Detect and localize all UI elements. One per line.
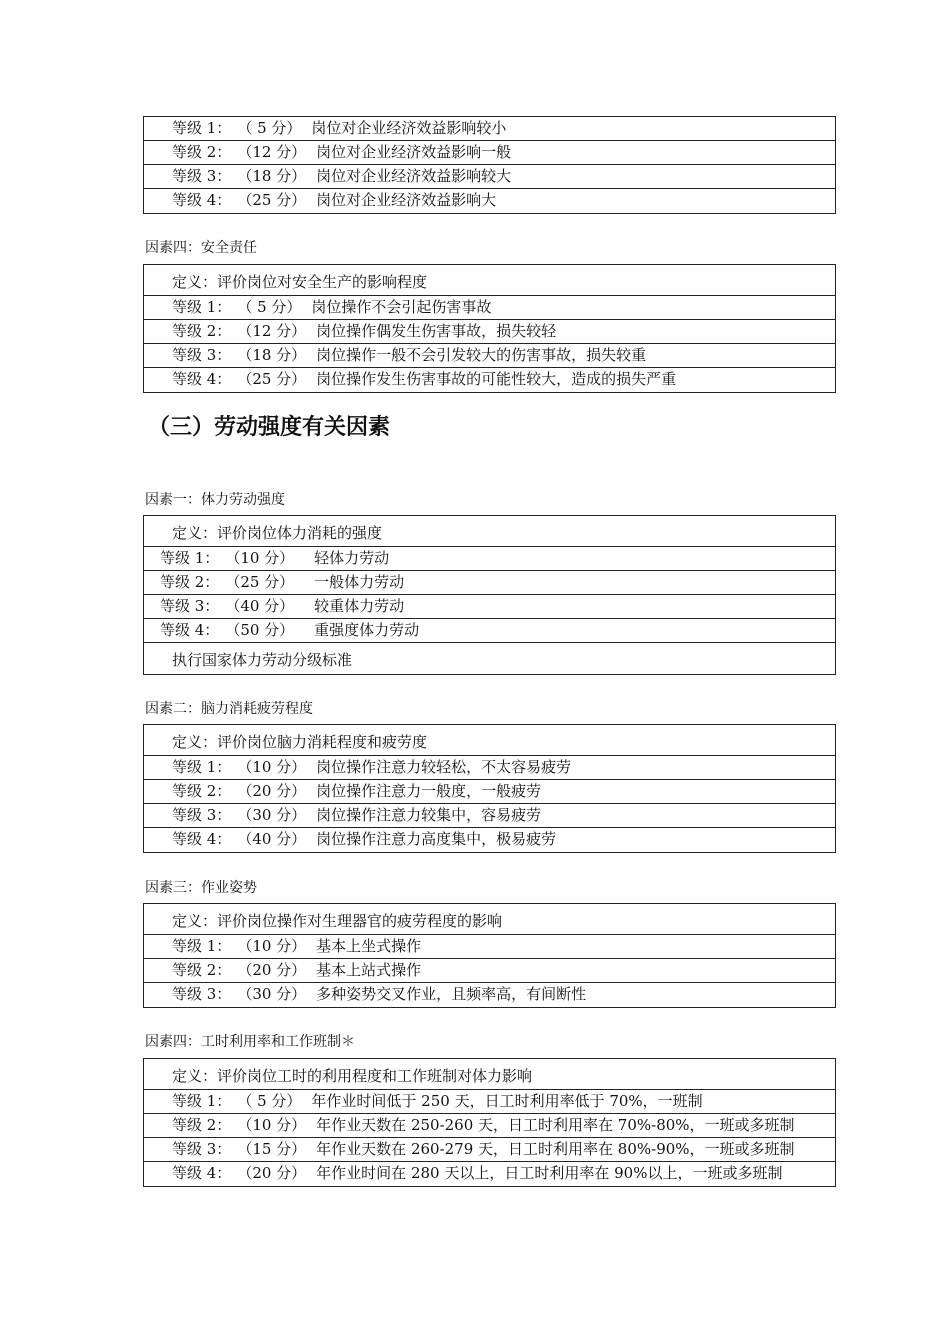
score-label: （ 5 分） (237, 1092, 302, 1110)
level-label: 等级 3： (160, 597, 220, 615)
score-label: （25 分） (237, 191, 307, 209)
economic-impact-table (143, 116, 836, 214)
score-label: （15 分） (237, 1140, 307, 1158)
score-label: （20 分） (237, 782, 307, 800)
level-label: 等级 1： (172, 119, 232, 137)
table-row (144, 1138, 835, 1162)
score-label: （10 分） (237, 1116, 307, 1134)
level-description: 岗位操作偶发生伤害事故，损失较轻 (316, 322, 557, 340)
level-description: 多种姿势交叉作业，且频率高，有间断性 (316, 985, 587, 1003)
table-row (144, 117, 835, 141)
score-label: （12 分） (237, 322, 307, 340)
level-label: 等级 3： (172, 806, 232, 824)
score-label: （50 分） (225, 621, 295, 639)
score-label: （18 分） (237, 346, 307, 364)
table-row (144, 1090, 835, 1114)
score-label: （30 分） (237, 806, 307, 824)
level-label: 等级 1： (172, 937, 232, 955)
score-label: （ 5 分） (237, 119, 302, 137)
level-description: 基本上站式操作 (316, 961, 422, 979)
level-description: 岗位对企业经济效益影响较大 (316, 167, 512, 185)
table-row (144, 571, 835, 595)
factor-heading: 因素四：工时利用率和工作班制＊ (145, 1034, 355, 1050)
table-row (144, 828, 835, 852)
safety-responsibility-table (143, 264, 836, 393)
level-label: 等级 4： (172, 830, 232, 848)
level-description: 岗位操作注意力较轻松，不太容易疲劳 (316, 758, 572, 776)
level-label: 等级 2： (160, 573, 220, 591)
table-row (144, 547, 835, 571)
definition-row: 定义：评价岗位操作对生理器官的疲劳程度的影响 (144, 904, 835, 935)
score-label: （30 分） (237, 985, 307, 1003)
level-label: 等级 1： (172, 758, 232, 776)
level-label: 等级 2： (172, 322, 232, 340)
table-row (144, 619, 835, 643)
table-row (144, 756, 835, 780)
level-label: 等级 4： (172, 191, 232, 209)
level-description: 岗位对企业经济效益影响大 (316, 191, 497, 209)
factor-heading: 因素四：安全责任 (145, 240, 257, 256)
level-label: 等级 3： (172, 1140, 232, 1158)
table-row (144, 983, 835, 1007)
level-label: 等级 1： (172, 1092, 232, 1110)
level-label: 等级 2： (172, 961, 232, 979)
level-description: 年作业天数在 250-260 天，日工时利用率在 70%-80%，一班或多班制 (316, 1116, 795, 1134)
work-posture-table (143, 903, 836, 1008)
score-label: （12 分） (237, 143, 307, 161)
table-row (144, 1114, 835, 1138)
definition-row: 定义：评价岗位工时的利用程度和工作班制对体力影响 (144, 1059, 835, 1090)
table-row (144, 804, 835, 828)
score-label: （10 分） (225, 549, 295, 567)
level-label: 等级 4： (172, 370, 232, 388)
factor-heading: 因素二：脑力消耗疲劳程度 (145, 701, 313, 717)
table-row (144, 595, 835, 619)
level-description: 岗位操作注意力高度集中，极易疲劳 (316, 830, 557, 848)
score-label: （25 分） (237, 370, 307, 388)
level-description: 年作业时间低于 250 天，日工时利用率低于 70%，一班制 (311, 1092, 703, 1110)
note-row: 执行国家体力劳动分级标准 (172, 651, 353, 669)
table-row (144, 935, 835, 959)
table-row (144, 320, 835, 344)
definition-row: 定义：评价岗位体力消耗的强度 (144, 516, 835, 547)
table-row (144, 165, 835, 189)
level-label: 等级 1： (160, 549, 220, 567)
score-label: （ 5 分） (237, 298, 302, 316)
level-description: 岗位操作注意力较集中，容易疲劳 (316, 806, 542, 824)
level-description: 岗位操作不会引起伤害事故 (311, 298, 492, 316)
table-row (144, 1162, 835, 1186)
level-label: 等级 3： (172, 167, 232, 185)
score-label: （40 分） (237, 830, 307, 848)
level-label: 等级 3： (172, 985, 232, 1003)
level-description: 较重体力劳动 (314, 597, 405, 615)
level-label: 等级 3： (172, 346, 232, 364)
factor-heading: 因素三：作业姿势 (145, 880, 257, 896)
table-row (144, 296, 835, 320)
level-description: 一般体力劳动 (314, 573, 405, 591)
mental-fatigue-table (143, 724, 836, 853)
physical-labor-table (143, 515, 836, 675)
section-title: （三）劳动强度有关因素 (148, 415, 391, 440)
level-description: 年作业天数在 260-279 天，日工时利用率在 80%-90%，一班或多班制 (316, 1140, 795, 1158)
table-row (144, 780, 835, 804)
score-label: （18 分） (237, 167, 307, 185)
level-description: 岗位操作发生伤害事故的可能性较大，造成的损失严重 (316, 370, 677, 388)
definition-row: 定义：评价岗位对安全生产的影响程度 (144, 265, 835, 296)
level-description: 岗位对企业经济效益影响较小 (311, 119, 507, 137)
score-label: （10 分） (237, 937, 307, 955)
work-time-table (143, 1058, 836, 1187)
table-row (144, 344, 835, 368)
level-label: 等级 2： (172, 1116, 232, 1134)
level-description: 岗位操作注意力一般度，一般疲劳 (316, 782, 542, 800)
table-row (144, 959, 835, 983)
score-label: （20 分） (237, 1164, 307, 1182)
level-description: 岗位操作一般不会引发较大的伤害事故，损失较重 (316, 346, 647, 364)
level-description: 轻体力劳动 (314, 549, 390, 567)
score-label: （10 分） (237, 758, 307, 776)
score-label: （20 分） (237, 961, 307, 979)
level-label: 等级 1： (172, 298, 232, 316)
level-description: 基本上坐式操作 (316, 937, 422, 955)
definition-row: 定义：评价岗位脑力消耗程度和疲劳度 (144, 725, 835, 756)
level-label: 等级 2： (172, 143, 232, 161)
score-label: （25 分） (225, 573, 295, 591)
factor-heading: 因素一：体力劳动强度 (145, 492, 285, 508)
table-row (144, 368, 835, 392)
level-label: 等级 2： (172, 782, 232, 800)
level-label: 等级 4： (172, 1164, 232, 1182)
score-label: （40 分） (225, 597, 295, 615)
level-description: 年作业时间在 280 天以上，日工时利用率在 90%以上，一班或多班制 (316, 1164, 783, 1182)
level-description: 岗位对企业经济效益影响一般 (316, 143, 512, 161)
level-label: 等级 4： (160, 621, 220, 639)
level-description: 重强度体力劳动 (314, 621, 420, 639)
table-row (144, 141, 835, 165)
table-row (144, 189, 835, 213)
